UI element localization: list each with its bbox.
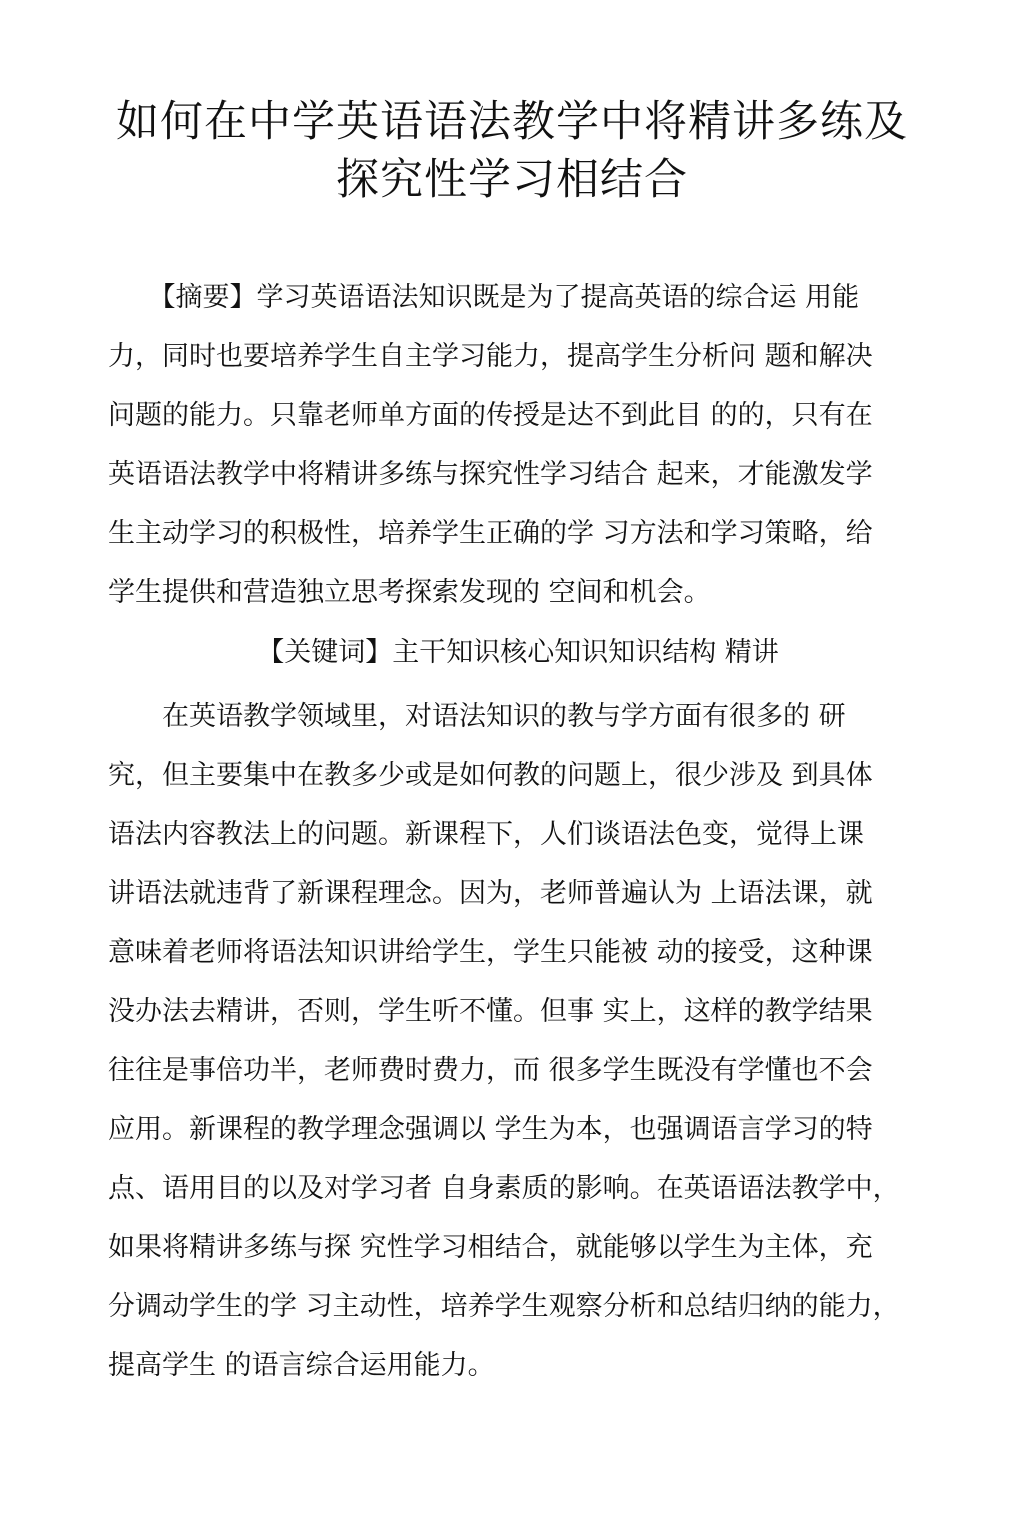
- document-title-line-1: 如何在中学英语语法教学中将精讲多练及: [116, 97, 908, 147]
- abstract-line: 力，同时也要培养学生自主学习能力，提高学生分析问 题和解决: [108, 341, 873, 372]
- abstract-line: 问题的能力。只靠老师单方面的传授是达不到此目 的的，只有在: [108, 400, 873, 431]
- document-title-line-2: 探究性学习相结合: [336, 155, 688, 205]
- paragraph-line: 没办法去精讲，否则，学生听不懂。但事 实上，这样的教学结果: [108, 996, 873, 1027]
- paragraph-line: 往往是事倍功半，老师费时费力，而 很多学生既没有学懂也不会: [108, 1055, 873, 1086]
- paragraph-line: 究，但主要集中在教多少或是如何教的问题上，很少涉及 到具体: [108, 760, 873, 791]
- paragraph-line: 应用。新课程的教学理念强调以 学生为本，也强调语言学习的特: [108, 1114, 873, 1145]
- abstract-line: 学生提供和营造独立思考探索发现的 空间和机会。: [108, 577, 711, 608]
- paragraph-line: 讲语法就违背了新课程理念。因为，老师普遍认为 上语法课，就: [108, 878, 873, 909]
- keywords-line: 【关键词】主干知识核心知识知识结构 精讲: [257, 637, 779, 668]
- main-paragraph: [108, 687, 928, 1395]
- abstract-line: 【摘要】学习英语语法知识既是为了提高英语的综合运 用能: [108, 282, 860, 313]
- abstract-paragraph: [108, 268, 928, 622]
- paragraph-line: 提高学生 的语言综合运用能力。: [108, 1350, 495, 1381]
- paragraph-line: 在英语教学领域里，对语法知识的教与学方面有很多的 研: [108, 701, 846, 732]
- abstract-line: 英语语法教学中将精讲多练与探究性学习结合 起来，才能激发学: [108, 459, 873, 490]
- paragraph-line: 分调动学生的学 习主动性，培养学生观察分析和总结归纳的能力，: [108, 1291, 900, 1322]
- paragraph-line: 点、语用目的以及对学习者 自身素质的影响。在英语语法教学中，: [108, 1173, 900, 1204]
- abstract-line: 生主动学习的积极性，培养学生正确的学 习方法和学习策略，给: [108, 518, 873, 549]
- paragraph-line: 意味着老师将语法知识讲给学生，学生只能被 动的接受，这种课: [108, 937, 873, 968]
- paragraph-line: 语法内容教法上的问题。新课程下，人们谈语法色变，觉得上课: [108, 819, 864, 850]
- paragraph-line: 如果将精讲多练与探 究性学习相结合，就能够以学生为主体，充: [108, 1232, 873, 1263]
